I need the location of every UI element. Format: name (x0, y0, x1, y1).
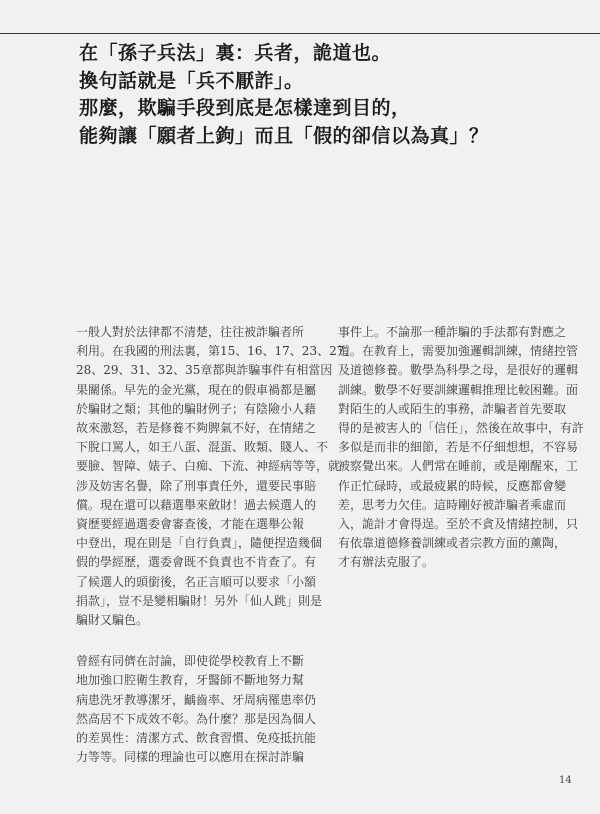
paragraph-gap (76, 630, 298, 652)
text-line: 騙財又騙色。 (76, 613, 149, 628)
text-line: 多似是而非的細節，若是不仔細想想，不容易 (338, 440, 579, 455)
text-line: 故來激怒，若是修養不夠脾氣不好，在情緒之 (76, 421, 317, 436)
text-line: 事件上。不論那一種詐騙的手法都有對應之 (338, 325, 567, 339)
text-line: 中登出，現在則是「自行負責」，隨便捏造幾個 (76, 536, 323, 551)
headline-line: 那麼，欺騙手段到底是怎樣達到目的， (79, 97, 411, 119)
headline-block (79, 40, 579, 150)
right-paragraph-1 (338, 323, 585, 573)
text-line: 訓練。數學不好要訓練邏輯推理比較困難。面 (338, 382, 579, 397)
text-line: 一般人對於法律都不清楚，往往被詐騙者所 (76, 325, 305, 339)
headline-line: 換句話就是「兵不厭詐」。 (79, 69, 304, 92)
text-line: 地加強口腔衛生教育，牙醫師不斷地努力幫 (76, 673, 305, 688)
left-column (76, 323, 357, 767)
text-line: 及道德修養。數學為科學之母，是很好的邏輯 (338, 363, 579, 378)
page-number: 14 (559, 775, 572, 786)
text-line: 對陌生的人或陌生的事務，詐騙者首先要取 (338, 401, 567, 416)
text-line: 下脫口罵人，如王八蛋、混蛋、敗類、賤人、不 (76, 440, 329, 455)
left-paragraph-2 (76, 652, 317, 767)
text-line: 力等等。同樣的理論也可以應用在探討詐騙 (76, 750, 305, 765)
text-line: 於騙財之類；其他的騙財例子；有陰險小人藉 (76, 401, 317, 416)
text-line: 要臉、智障、婊子、白痴、下流、神經病等等，就 (76, 459, 341, 474)
headline-line: 在「孫子兵法」裏：兵者，詭道也。 (79, 42, 392, 64)
text-line: 道。在教育上，需要加強邏輯訓練，情緒控管 (338, 344, 579, 359)
text-line: 有依靠道德修養訓練或者宗教方面的薰陶， (338, 536, 567, 551)
text-line: 作正忙碌時，或最疲累的時候，反應都會變 (338, 478, 567, 493)
text-line: 病患洗牙教導潔牙，齲齒率、牙周病罹患率仍 (76, 692, 317, 707)
right-column (338, 323, 585, 573)
text-line: 假的學經歷，選委會既不負責也不肯查了。有 (76, 555, 317, 570)
text-line: 得的是被害人的「信任」，然後在故事中，有許 (338, 421, 585, 436)
text-line: 然高居不下成效不彰。為什麼？那是因為個人 (76, 711, 317, 726)
text-line: 資歷要經過選委會審查後，才能在選舉公報 (76, 517, 305, 532)
text-line: 捐款」，豈不是變相騙財！另外「仙人跳」則是 (76, 593, 323, 608)
text-line: 被察覺出來。人們常在睡前，或是剛醒來，工 (338, 459, 579, 474)
text-line: 入，詭計才會得逞。至於不貪及情緒控制，只 (338, 517, 579, 532)
text-line: 曾經有同儕在討論，即使從學校教育上不斷 (76, 654, 305, 669)
text-line: 差，思考力欠佳。這時剛好被詐騙者乘虛而 (338, 497, 567, 512)
text-line: 了候選人的頭銜後，名正言順可以要求「小額 (76, 574, 317, 589)
left-paragraph-1 (76, 323, 357, 630)
text-line: 才有辦法克服了。 (338, 555, 435, 570)
headline-line: 能夠讓「願者上鉤」而且「假的卻信以為真」？ (79, 124, 489, 147)
text-line: 果關係。早先的金光黨，現在的假車禍都是屬 (76, 382, 317, 397)
text-line: 利用。在我國的刑法裏，第15、16、17、23、27、 (76, 344, 357, 359)
text-line: 的差異性：清潔方式、飲食習慣、免疫抵抗能 (76, 731, 317, 746)
text-line: 涉及妨害名譽，除了刑事責任外，還要民事賠 (76, 478, 317, 493)
top-rule (0, 33, 600, 34)
text-line: 28、29、31、32、35章都與詐騙事件有相當因 (76, 363, 333, 378)
text-line: 償。現在還可以藉選舉來斂財！過去候選人的 (76, 497, 317, 512)
